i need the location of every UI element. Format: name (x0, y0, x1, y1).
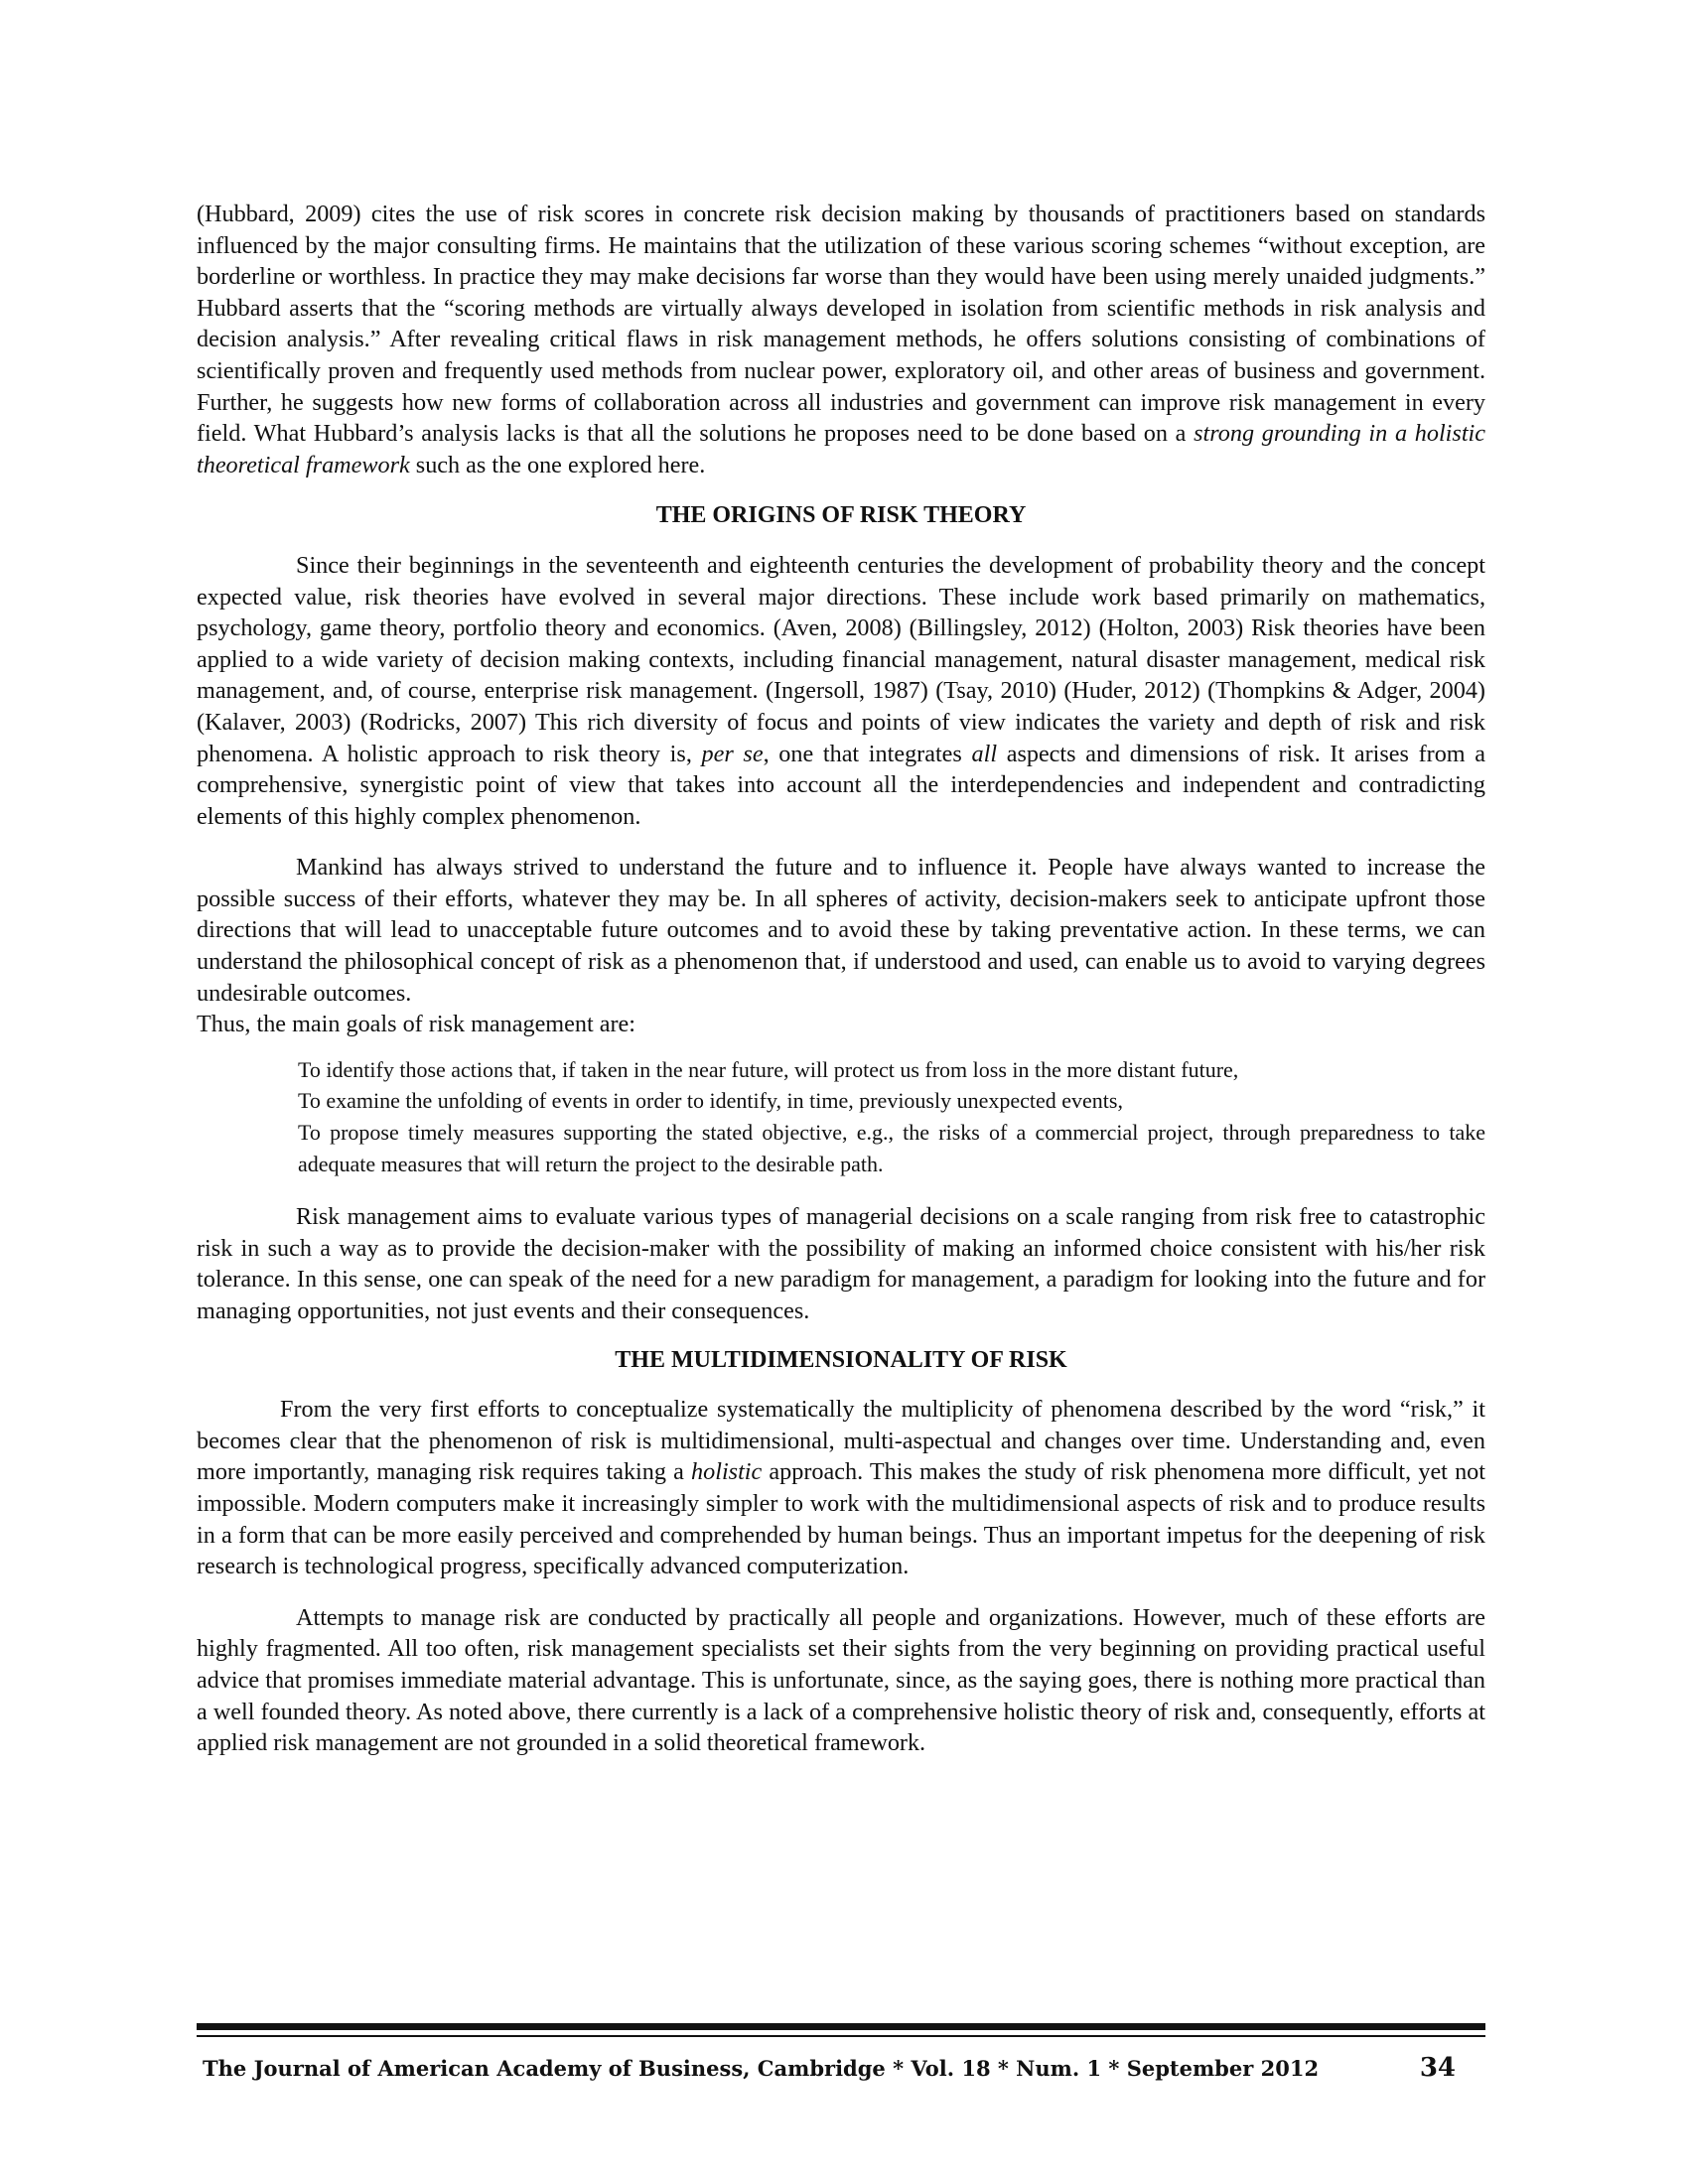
footer-rule-thick (197, 2023, 1485, 2030)
paragraph-mankind: Mankind has always strived to understand the future and to influence it. People have always wanted to increase the possible success of their efforts, whatever they may be. In all spheres of activity, decision-makers seek to anticipate upfront those directions that will lead to unacceptable future outcomes and to avoid these by taking preventative action. In these terms, we can understand the philosophical concept of risk as a phenomenon that, if understood and used, can enable us to avoid to varying degrees undesirable outcomes. (197, 854, 1485, 1007)
paragraph-hubbard: (Hubbard, 2009) cites the use of risk scores in concrete risk decision making by thousands of practitioners based on standards influenced by the major consulting firms. He maintains that the utilization of these various scoring schemes “without exception, are borderline or worthless. In practice they may make decisions far worse than they would have been using merely unaided judgments.” Hubbard asserts that the “scoring methods are virtually always developed in isolation from scientific methods in risk analysis and decision analysis.” After revealing critical flaws in risk management methods, he offers solutions consisting of combinations of scientifically proven and frequently used methods from nuclear power, exploratory oil, and other areas of business and government. Further, he suggests how new forms of collaboration across all industries and government can improve risk management in every field. What Hubbard’s analysis lacks is that all the solutions he proposes need to be done based on a strong grounding in a holistic theoretical framework such as the one explored here. (197, 201, 1485, 478)
emphasis-all: all (971, 740, 998, 767)
emphasis-strong-grounding: strong grounding in a holistic theoretical framework (197, 420, 1485, 478)
article-body (197, 199, 1485, 1759)
paragraph-goals-intro: Thus, the main goals of risk management are: (197, 1011, 635, 1038)
footer-journal-citation: The Journal of American Academy of Business, Cambridge * Vol. 18 * Num. 1 * September 2012 (203, 2056, 1320, 2081)
paragraph-risk-management-aims: Risk management aims to evaluate various types of managerial decisions on a scale ranging from risk free to catastrophic risk in such a way as to provide the decision-maker with the possibility of making an informed choice consistent with his/her risk tolerance. In this sense, one can speak of the need for a new paradigm for management, a paradigm for looking into the future and for managing opportunities, not just events and their consequences. (197, 1203, 1485, 1324)
goal-item: To identify those actions that, if taken in the near future, will protect us from loss in the more distant future, (298, 1056, 1239, 1082)
paragraph-attempts: Attempts to manage risk are conducted by practically all people and organizations. However, much of these efforts are highly fragmented. All too often, risk management specialists set their sights from the very beginning on providing practical useful advice that promises immediate material advantage. This is unfortunate, since, as the saying goes, there is nothing more practical than a well founded theory. As noted above, there currently is a lack of a comprehensive holistic theory of risk and, consequently, efforts at applied risk management are not grounded in a solid theoretical framework. (197, 1603, 1485, 1757)
goal-item: To propose timely measures supporting the stated objective, e.g., the risks of a commercial project, through preparedness to take adequate measures that will return the project to the desirable path. (298, 1120, 1485, 1176)
page-footer (197, 2053, 1485, 2083)
footer-rule-thin (197, 2035, 1485, 2037)
section-heading-origins: THE ORIGINS OF RISK THEORY (655, 502, 1027, 529)
emphasis-per-se: per se (701, 740, 764, 767)
page-number: 34 (1419, 2053, 1456, 2083)
emphasis-holistic: holistic (691, 1458, 763, 1486)
goals-list (197, 1054, 1485, 1179)
goal-item: To examine the unfolding of events in order to identify, in time, previously unexpected events, (298, 1088, 1123, 1114)
paragraph-multidimensional: From the very first efforts to conceptualize systematically the multiplicity of phenomena described by the word “risk,” it becomes clear that the phenomenon of risk is multidimensional, multi-aspectual and changes over time. Understanding and, even more importantly, managing risk requires taking a holistic approach. This makes the study of risk phenomena more difficult, yet not impossible. Modern computers make it increasingly simpler to work with the multidimensional aspects of risk and to produce results in a form that can be more easily perceived and comprehended by human beings. Thus an important impetus for the deepening of risk research is technological progress, specifically advanced computerization. (197, 1396, 1485, 1580)
paragraph-origins: Since their beginnings in the seventeenth and eighteenth centuries the development of probability theory and the concept expected value, risk theories have evolved in several major directions. These include work based primarily on mathematics, psychology, game theory, portfolio theory and economics. (Aven, 2008) (Billingsley, 2012) (Holton, 2003) Risk theories have been applied to a wide variety of decision making contexts, including financial management, natural disaster management, medical risk management, and, of course, enterprise risk management. (Ingersoll, 1987) (Tsay, 2010) (Huder, 2012) (Thompkins & Adger, 2004) (Kalaver, 2003) (Rodricks, 2007) This rich diversity of focus and points of view indicates the variety and depth of risk and risk phenomena. A holistic approach to risk theory is, per se, one that integrates all aspects and dimensions of risk. It arises from a comprehensive, synergistic point of view that takes into account all the interdependencies and independent and contradicting elements of this highly complex phenomenon. (197, 551, 1486, 830)
section-heading-multidimensionality: THE MULTIDIMENSIONALITY OF RISK (615, 1346, 1067, 1373)
